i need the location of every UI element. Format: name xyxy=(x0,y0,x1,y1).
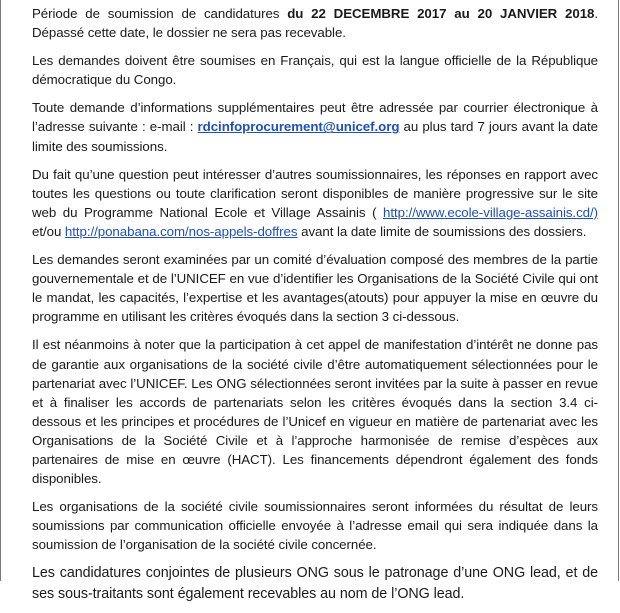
joint-applications-paragraph: Les candidatures conjointes de plusieurs ONG sous le patronage d’une ONG lead, et de ses sous-traitants sont également recevables au nom de l’ONG lead. xyxy=(32,565,598,602)
left-page-border xyxy=(0,0,1,581)
evaluation-paragraph: Les demandes seront examinées par un comité d’évaluation composé des membres de la partie gouvernementale et de l’UNICEF en vue d’identifier les Organisations de la Société Civile qui ont le mandat, les capacités, l’expertise et les avantages(atouts) pour appuyer la mise en œuvre du programme en utilisant les critères évoqués dans la section 3 ci-dessous. xyxy=(32,252,598,325)
clarification-paragraph xyxy=(32,165,598,241)
submission-period-text: Période de soumission de candidatures xyxy=(32,6,288,21)
document-body xyxy=(32,4,598,613)
clarification-deadline: avant la date limite de soumissions des dossiers. xyxy=(297,223,587,239)
ecole-village-link[interactable]: http://www.ecole-village-assainis.cd/) xyxy=(383,204,598,220)
email-link[interactable]: rdcinfoprocurement@unicef.org xyxy=(197,119,400,135)
contact-text: Toute demande d’informations supplémentaires peut être adressée par courrier électronique à l’adresse suivante : e-mail : xyxy=(32,100,598,135)
partnership-note-paragraph: Il est néanmoins à noter que la participation à cet appel de manifestation d’intérêt ne donne pas de garantie aux organisations de la société civile d’être automatiquement sélectionnées pour le partenariat avec l’UNICEF. Les ONG sélectionnées seront invitées par la suite à passer en revue et à finaliser les accords de partenariats selon les critères évoqués dans la section 3.4 ci-dessous et les principes et procédures de l’Unicef en vigueur en matière de partenariat avec les Organisations de la Société Civile et à l’approche harmonisée de remise d’espèces aux partenaires de mise en œuvre (HACT). Les financements dépendront également des fonds disponibles. xyxy=(32,337,598,487)
contact-deadline-text: au plus tard 7 jours avant la date limite des soumissions. xyxy=(32,119,598,154)
submission-deadline-note: . Dépassé cette date, le dossier ne sera pas recevable. xyxy=(32,6,599,41)
submission-dates: du 22 DECEMBRE 2017 au 20 JANVIER 2018 xyxy=(287,6,595,21)
language-paragraph: Les demandes doivent être soumises en Français, qui est la langue officielle de la République démocratique du Congo. xyxy=(32,53,598,88)
ponabana-link[interactable]: http://ponabana.com/nos-appels-doffres xyxy=(64,223,298,239)
results-paragraph: Les organisations de la société civile soumissionnaires seront informées du résultat de leurs soumissions par communication officielle envoyée à l’adresse email qui sera indiquée dans la soumission de l’organisation de la société civile concernée. xyxy=(32,499,598,553)
clarification-text: Du fait qu’une question peut intéresser d’autres soumissionnaires, les réponses en rapport avec toutes les questions ou toute clarification seront disponibles de manière progressive sur le site web du Programme National Ecole et Village Assainis ( xyxy=(32,166,598,220)
submission-period-paragraph xyxy=(32,4,598,42)
contact-paragraph xyxy=(32,98,598,155)
right-page-border xyxy=(618,0,619,581)
clarification-connector: et/ou xyxy=(32,223,65,239)
